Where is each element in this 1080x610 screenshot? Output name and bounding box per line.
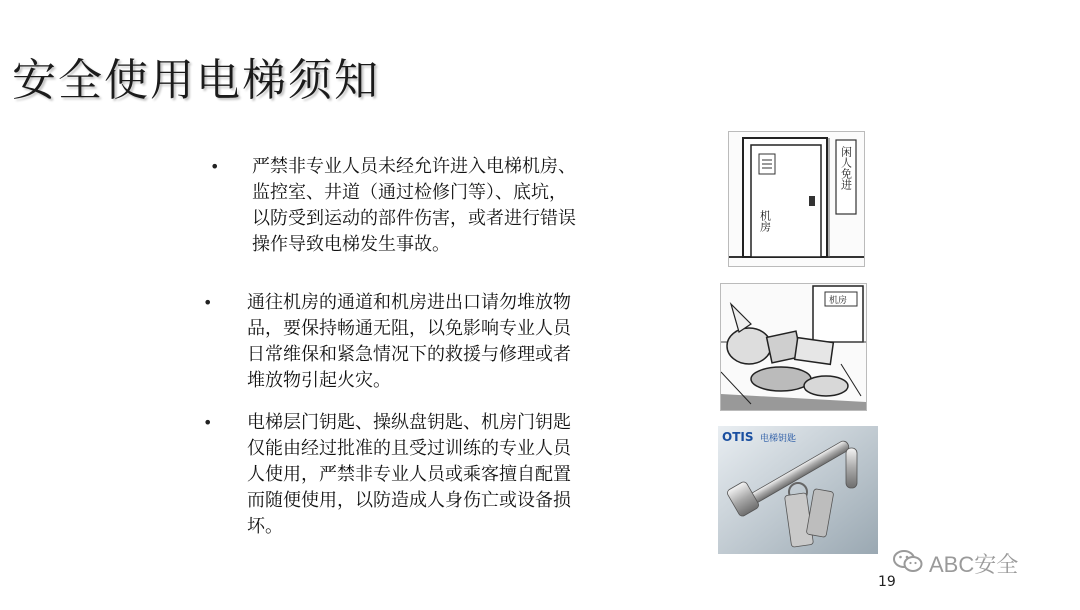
blocked-passage-image [720,283,867,411]
keys-caption: 电梯钥匙 [760,434,797,444]
bullet-text: 通往机房的通道和机房进出口请勿堆放物 品，要保持畅通无阻，以免影响专业人员 日常维保和紧急情况下的救援与修理或者 堆放物引起火灾。 [247,292,571,391]
bullet-marker: • [203,413,213,432]
page-number: 19 [878,574,896,590]
no-entry-sign: 闲人免进 [839,146,853,190]
bullet-marker: • [203,293,213,312]
blocked-passage-drawing [721,284,866,410]
machine-room-door-drawing [729,132,864,266]
machine-room-door-image [728,131,865,267]
otis-brand: OTIS [722,430,754,444]
wechat-icon [893,549,923,579]
door-label: 机房 [758,210,772,232]
bullet-text: 严禁非专业人员未经允许进入电梯机房、 监控室、井道（通过检修门等）、底坑， 以防受到运动的部件伤害，或者进行错误 操作导致电梯发生事故。 [252,156,576,255]
machine-room-sign: 机房 [829,296,848,306]
bullet-text: 电梯层门钥匙、操纵盘钥匙、机房门钥匙 仅能由经过批准的且受过训练的专业人员 人使用，严禁非专业人员或乘客擅自配置 而随便使用，以防造成人身伤亡或设备损 坏。 [247,412,571,537]
watermark [893,548,1018,579]
elevator-keys-image [718,426,878,554]
elevator-keys-photo [718,426,878,554]
watermark-text: ABC安全 [929,552,1019,577]
slide-title: 安全使用电梯须知 [12,55,380,106]
bullet-marker: • [210,157,220,176]
